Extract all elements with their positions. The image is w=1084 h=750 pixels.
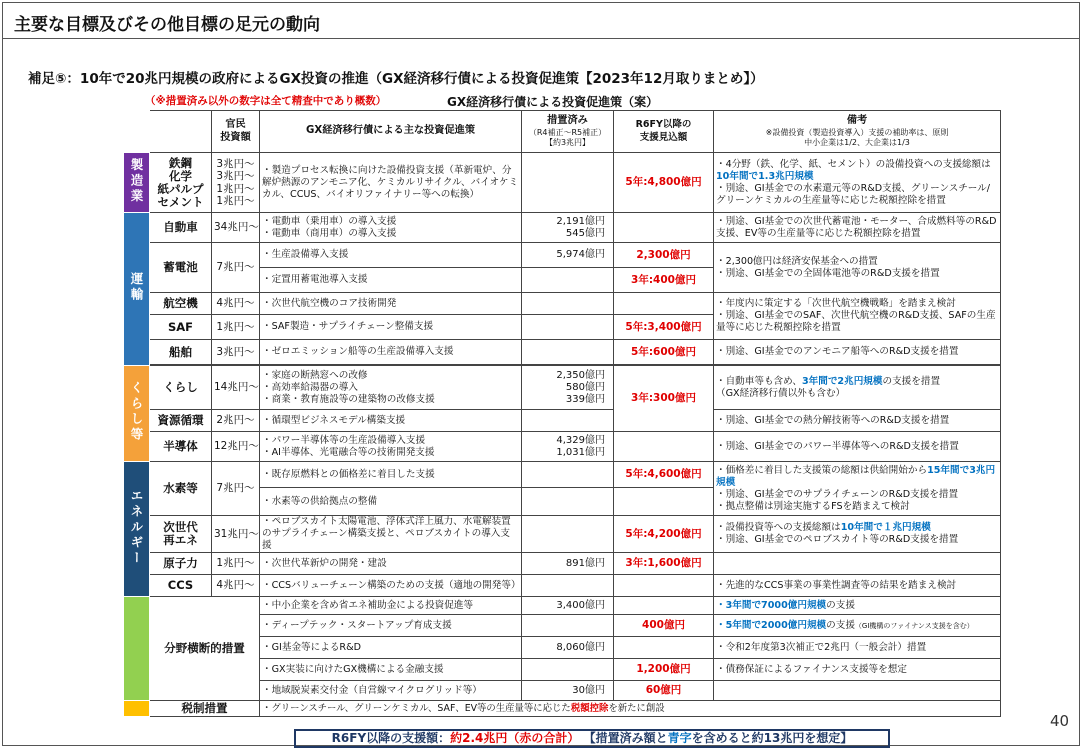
sector-name: 次世代 再エネ	[150, 516, 212, 553]
measure-text: ・次世代革新炉の開発・建設	[260, 553, 522, 575]
category-energy: エネルギー	[124, 462, 150, 597]
measure-text: ・次世代航空機のコア技術開発	[260, 293, 522, 315]
remark: ・5年間で2000億円規模の支援（GI機構のファイナンス支援を含む）	[714, 615, 1001, 637]
amount: 14兆円～	[212, 366, 260, 410]
measure-text: ・ゼロエミッション船等の生産設備導入支援	[260, 340, 522, 365]
category-kurashi: くらし等	[124, 366, 150, 462]
remark: ・3年間で7000億円規模の支援	[714, 597, 1001, 615]
done-cost	[522, 575, 614, 597]
sector-name: 船舶	[150, 340, 212, 365]
r6-amount: 5年:600億円	[614, 340, 714, 365]
r6-amount: 5年:4,600億円	[614, 462, 714, 488]
amount: 7兆円～	[212, 462, 260, 516]
done-cost: 2,191億円 545億円	[522, 213, 614, 243]
done-cost: 2,350億円 580億円 339億円	[522, 366, 614, 410]
amount: 4兆円～	[212, 293, 260, 315]
amount: 34兆円～	[212, 213, 260, 243]
measure-text: ・家庭の断熱窓への改修 ・高効率給湯器の導入 ・商業・教育施設等の建築物の改修支援	[260, 366, 522, 410]
sector-name: 水素等	[150, 462, 212, 516]
category-unyu: 運輸	[124, 213, 150, 366]
done-cost	[522, 293, 614, 315]
measure-text: ・既存原燃料との価格差に着目した支援	[260, 462, 522, 488]
r6-amount	[614, 637, 714, 659]
done-cost: 30億円	[522, 681, 614, 701]
remark: ・令和2年度第3次補正で2兆円（一般会計）措置	[714, 637, 1001, 659]
sector-name: くらし	[150, 366, 212, 410]
sector-name: 税制措置	[150, 701, 260, 717]
done-cost	[522, 153, 614, 213]
summary-box: R6FY以降の支援額：約2.4兆円（赤の合計） 【措置済み額と青字を含めると約13兆円を想定】	[294, 729, 890, 748]
r6-amount	[614, 432, 714, 462]
r6-amount: 5年:3,400億円	[614, 315, 714, 340]
measure-text: ・製造プロセス転換に向けた設備投資支援（革新電炉、分解炉熱源のアンモニア化、ケミカルリサイクル、バイオケミカル、CCUS、バイオリファイナリー等への転換）	[260, 153, 522, 213]
sector-name: 鉄鋼 化学 紙パルプ セメント	[150, 153, 212, 213]
sector-name: 資源循環	[150, 410, 212, 432]
sector-name: 自動車	[150, 213, 212, 243]
done-cost: 3,400億円	[522, 597, 614, 615]
sector-name: 航空機	[150, 293, 212, 315]
r6-amount	[614, 575, 714, 597]
measure-text: ・水素等の供給拠点の整備	[260, 488, 522, 516]
done-cost	[522, 268, 614, 293]
row-senpaku	[124, 340, 1001, 365]
subtitle: 補足⑤：10年で20兆円規模の政府によるGX投資の推進（GX経済移行債による投資促進策【2023年12月取りまとめ】）	[28, 71, 764, 87]
col-remarks: 備考 ※設備投資（製造投資導入）支援の補助率は、原則 中小企業は1/2、大企業は1/3	[714, 111, 1001, 153]
done-cost	[522, 462, 614, 488]
measure-text: ・定置用蓄電池導入支援	[260, 268, 522, 293]
row-kurashi	[124, 366, 1001, 410]
r6-amount: 60億円	[614, 681, 714, 701]
sector-name: 原子力	[150, 553, 212, 575]
r6-amount	[614, 213, 714, 243]
r6-amount	[614, 293, 714, 315]
row-suiso-a	[124, 462, 1001, 488]
r6-amount: 5年:4,200億円	[614, 516, 714, 553]
category-seizo: 製造業	[124, 153, 150, 213]
remark: ・自動車等も含め、3年間で2兆円規模の支援を措置 （GX経済移行債以外も含む）	[714, 366, 1001, 410]
measure-text: ・地域脱炭素交付金（自営線マイクログリッド等）	[260, 681, 522, 701]
measure-text: ・生産設備導入支援	[260, 243, 522, 268]
investment-table	[123, 110, 1001, 717]
category-crosscutting	[124, 597, 150, 701]
r6-amount: 2,300億円	[614, 243, 714, 268]
row-bunya-1	[124, 597, 1001, 615]
remark: ・別途、GI基金でのアンモニア船等へのR&D支援を措置	[714, 340, 1001, 365]
row-genshiryoku	[124, 553, 1001, 575]
page-number: 40	[1050, 712, 1070, 730]
measure-text: ・GX実装に向けたGX機構による金融支援	[260, 659, 522, 681]
measure-text: ・循環型ビジネスモデル構築支援	[260, 410, 522, 432]
remark	[714, 553, 1001, 575]
row-kokuki	[124, 293, 1001, 315]
amount: 12兆円～	[212, 432, 260, 462]
remark: ・債務保証によるファイナンス支援等を想定	[714, 659, 1001, 681]
done-cost	[522, 315, 614, 340]
amount: 3兆円～ 3兆円～ 1兆円～ 1兆円～	[212, 153, 260, 213]
row-handotai	[124, 432, 1001, 462]
row-chikudenchi-a	[124, 243, 1001, 268]
sector-name: 蓄電池	[150, 243, 212, 293]
remark: ・別途、GI基金での次世代蓄電池・モーター、合成燃料等のR&D支援、EV等の生産量等に応じた税額控除を措置	[714, 213, 1001, 243]
row-jidosha	[124, 213, 1001, 243]
row-ccs	[124, 575, 1001, 597]
table-title: GX経済移行債による投資促進策（案）	[447, 95, 659, 109]
measure-text: ・中小企業を含め省エネ補助金による投資促進等	[260, 597, 522, 615]
done-cost	[522, 340, 614, 365]
done-cost: 891億円	[522, 553, 614, 575]
sector-name: 半導体	[150, 432, 212, 462]
col-amount: 官民 投資額	[212, 111, 260, 153]
sector-name: CCS	[150, 575, 212, 597]
r6-amount: 5年:4,800億円	[614, 153, 714, 213]
title-divider	[2, 38, 1080, 39]
remark: ・年度内に策定する「次世代航空機戦略」を踏まえ検討 ・別途、GI基金でのSAF、次世代航空機のR&D支援、SAFの生産量等に応じた税額控除を措置	[714, 293, 1001, 340]
remark: ・別途、GI基金でのパワー半導体等へのR&D支援を措置	[714, 432, 1001, 462]
measure-text: ・グリーンスチール、グリーンケミカル、SAF、EV等の生産量等に応じた税額控除を新たに創設	[260, 701, 1001, 717]
remark	[714, 681, 1001, 701]
r6-amount: 3年:400億円	[614, 268, 714, 293]
r6-amount: 400億円	[614, 615, 714, 637]
measure-text: ・電動車（乗用車）の導入支援 ・電動車（商用車）の導入支援	[260, 213, 522, 243]
measure-text: ・CCSバリューチェーン構築のための支援（適地の開発等）	[260, 575, 522, 597]
header-spacer	[124, 111, 150, 153]
done-cost	[522, 516, 614, 553]
amount: 1兆円～	[212, 553, 260, 575]
category-tax	[124, 701, 150, 717]
r6-amount	[614, 488, 714, 516]
sector-name: SAF	[150, 315, 212, 340]
amount: 31兆円～	[212, 516, 260, 553]
amount: 4兆円～	[212, 575, 260, 597]
row-seizo	[124, 153, 1001, 213]
amount: 7兆円～	[212, 243, 260, 293]
done-cost: 8,060億円	[522, 637, 614, 659]
done-cost	[522, 488, 614, 516]
remark: ・別途、GI基金での熱分解技術等へのR&D支援を措置	[714, 410, 1001, 432]
col-measures: GX経済移行債による主な投資促進策	[260, 111, 522, 153]
done-cost	[522, 410, 614, 432]
measure-text: ・ペロブスカイト太陽電池、浮体式洋上風力、水電解装置のサプライチェーン構築支援と、ペロブスカイトの導入支援	[260, 516, 522, 553]
page-title: 主要な目標及びその他目標の足元の動向	[14, 15, 320, 35]
measure-text: ・SAF製造・サプライチェーン整備支援	[260, 315, 522, 340]
done-cost: 4,329億円 1,031億円	[522, 432, 614, 462]
done-cost	[522, 659, 614, 681]
amount: 1兆円～	[212, 315, 260, 340]
col-r6: R6FY以降の 支援見込額	[614, 111, 714, 153]
r6-amount: 3年:1,600億円	[614, 553, 714, 575]
r6-amount	[614, 597, 714, 615]
remark: ・設備投資等への支援総額は10年間で１兆円規模 ・別途、GI基金でのペロブスカイト等のR&D支援を措置	[714, 516, 1001, 553]
r6-amount: 3年:300億円	[614, 366, 714, 432]
row-zei	[124, 701, 1001, 717]
col-sector	[150, 111, 212, 153]
estimate-note: （※措置済み以外の数字は全て精査中であり概数）	[145, 95, 387, 107]
col-done: 措置済み （R4補正～R5補正） 【約3兆円】	[522, 111, 614, 153]
r6-amount: 1,200億円	[614, 659, 714, 681]
amount: 3兆円～	[212, 340, 260, 365]
measure-text: ・GI基金等によるR&D	[260, 637, 522, 659]
measure-text: ・パワー半導体等の生産設備導入支援 ・AI半導体、光電融合等の技術開発支援	[260, 432, 522, 462]
remark: ・先進的なCCS事業の事業性調査等の結果を踏まえ検討	[714, 575, 1001, 597]
done-cost: 5,974億円	[522, 243, 614, 268]
remark: ・価格差に着目した支援策の総額は供給開始から15年間で3兆円規模 ・別途、GI基金でのサプライチェーンのR&D支援を措置 ・拠点整備は別途実施するFSを踏まえて検討	[714, 462, 1001, 516]
sector-name: 分野横断的措置	[150, 597, 260, 701]
remark: ・4分野（鉄、化学、紙、セメント）の設備投資への支援総額は10年間で1.3兆円規模 ・別途、GI基金での水素還元等のR&D支援、グリーンスチール/グリーンケミカルの生産量等に応じた税額控除を措置	[714, 153, 1001, 213]
remark: ・2,300億円は経済安保基金への措置 ・別途、GI基金での全固体電池等のR&D支援を措置	[714, 243, 1001, 293]
done-cost	[522, 615, 614, 637]
row-shigen	[124, 410, 1001, 432]
row-jisedai	[124, 516, 1001, 553]
amount: 2兆円～	[212, 410, 260, 432]
measure-text: ・ディープテック・スタートアップ育成支援	[260, 615, 522, 637]
